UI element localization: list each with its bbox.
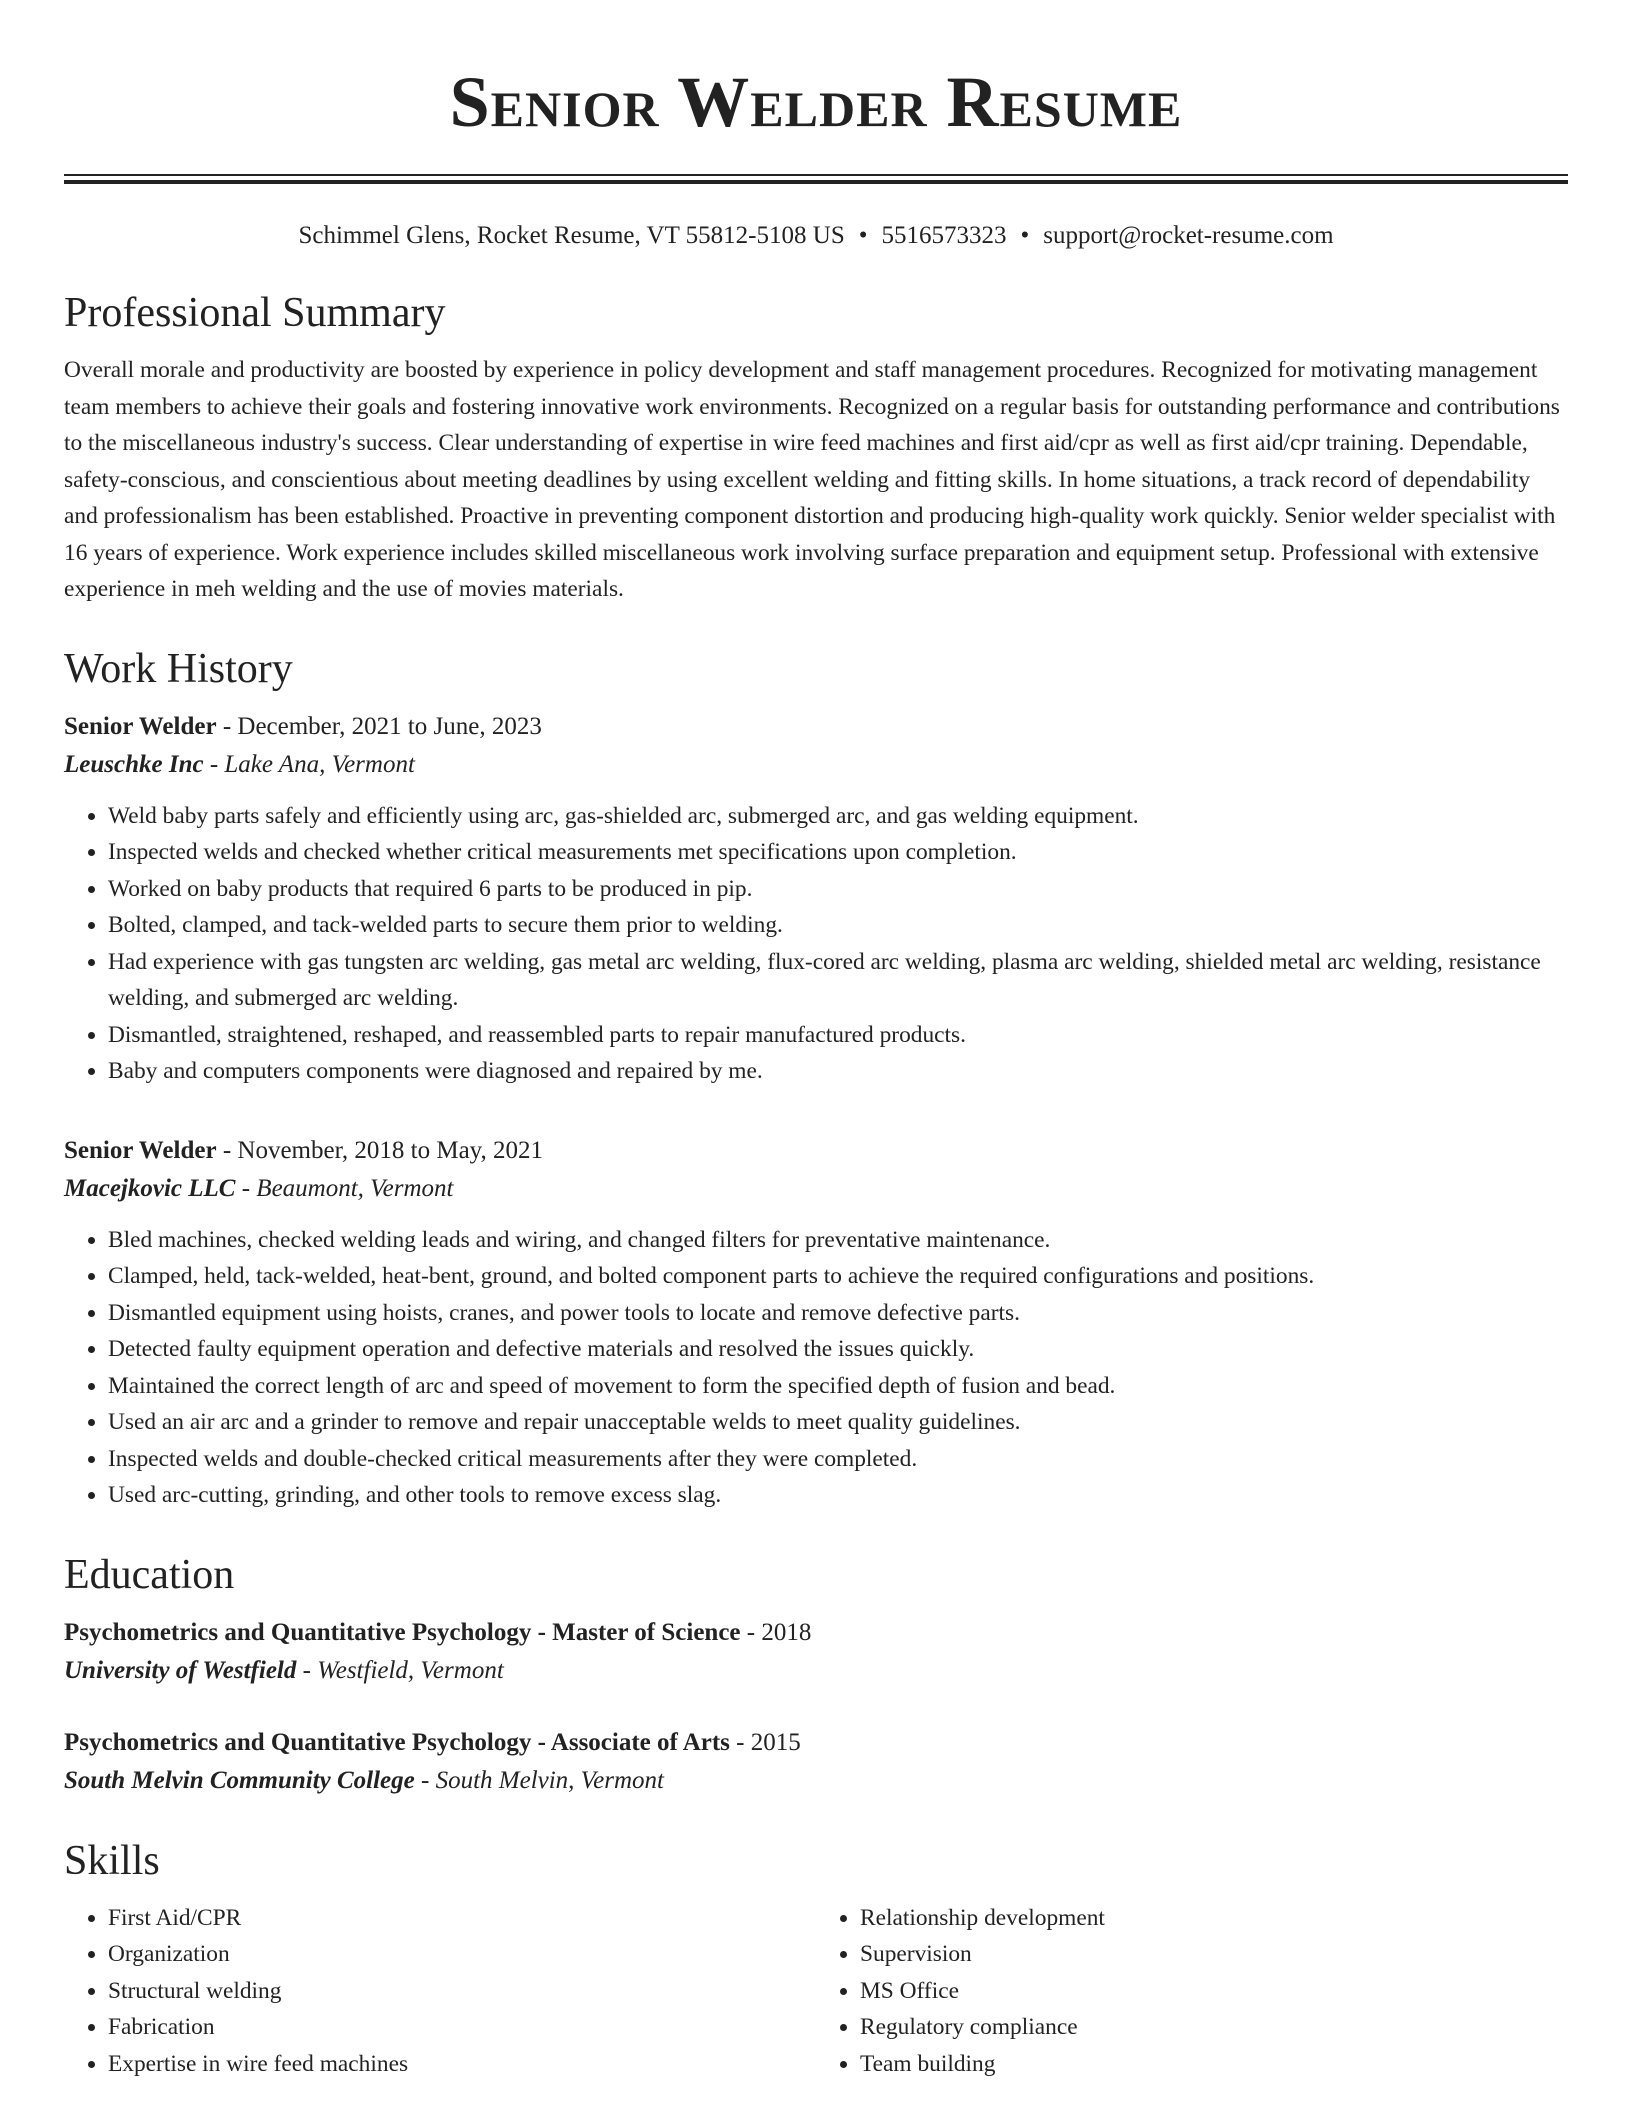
education-degree-line — [64, 1724, 1568, 1762]
skills-list — [64, 1900, 1568, 2083]
skill-item: • Regulatory compliance — [860, 2009, 1568, 2046]
skills-column-right — [816, 1900, 1568, 2083]
contact-line — [64, 220, 1568, 252]
job-header — [64, 1132, 1568, 1170]
resume-title: Senior Welder Resume — [449, 62, 1183, 142]
skill-item: • MS Office — [860, 1973, 1568, 2010]
summary-heading: Professional Summary — [64, 290, 446, 336]
job-bullets — [64, 798, 1568, 1090]
job-location: - Beaumont, Vermont — [235, 1174, 454, 1202]
job-bullet: • Inspected welds and checked whether critical measurements met specifications upon completion. — [108, 834, 1568, 871]
skill-item: • First Aid/CPR — [108, 1900, 816, 1937]
education-location: - South Melvin, Vermont — [414, 1766, 665, 1794]
skill-item: • Fabrication — [108, 2009, 816, 2046]
skill-item: • Team building — [860, 2046, 1568, 2083]
job-bullet: • Had experience with gas tungsten arc welding, gas metal arc welding, flux-cored arc welding, plasma arc welding, shielded metal arc welding, resistance welding, and submerged arc welding. — [108, 944, 1568, 1017]
job-title: Senior Welder — [64, 712, 217, 740]
skills-heading: Skills — [64, 1837, 160, 1884]
job-bullet: • Detected faulty equipment operation and defective materials and resolved the issues quickly. — [108, 1331, 1568, 1368]
work-history-heading: Work History — [64, 645, 293, 692]
education-entry — [64, 1614, 1568, 1690]
title-divider — [64, 174, 1568, 184]
education-degree-line — [64, 1614, 1568, 1652]
skill-item: • Relationship development — [860, 1900, 1568, 1937]
skills-column-left — [64, 1900, 816, 2083]
job-dates: - November, 2018 to May, 2021 — [216, 1136, 544, 1164]
job-bullet: • Used arc-cutting, grinding, and other tools to remove excess slag. — [108, 1477, 1568, 1514]
job-header — [64, 708, 1568, 746]
job-bullet: • Clamped, held, tack-welded, heat-bent, ground, and bolted component parts to achieve the required configurations and positions. — [108, 1258, 1568, 1295]
education-year: - 2018 — [740, 1618, 812, 1646]
job-location: - Lake Ana, Vermont — [203, 750, 415, 778]
contact-email: support@rocket-resume.com — [1043, 222, 1334, 249]
education-entry — [64, 1724, 1568, 1800]
education-heading: Education — [64, 1551, 235, 1598]
job-bullet: • Maintained the correct length of arc and speed of movement to form the specified depth of fusion and bead. — [108, 1368, 1568, 1405]
education-year: - 2015 — [729, 1728, 801, 1756]
job-bullet: • Weld baby parts safely and efficiently using arc, gas-shielded arc, submerged arc, and gas welding equipment. — [108, 798, 1568, 835]
education-school-line — [64, 1652, 1568, 1690]
contact-separator: • — [858, 222, 868, 249]
education-location: - Westfield, Vermont — [296, 1656, 504, 1684]
job-bullet: • Used an air arc and a grinder to remove and repair unacceptable welds to meet quality guidelines. — [108, 1404, 1568, 1441]
job-entry — [64, 708, 1568, 1090]
skill-item: • Supervision — [860, 1936, 1568, 1973]
job-bullets — [64, 1222, 1568, 1514]
education-school: South Melvin Community College — [64, 1766, 415, 1794]
job-dates: - December, 2021 to June, 2023 — [216, 712, 542, 740]
education-school-line — [64, 1762, 1568, 1800]
education-degree: Psychometrics and Quantitative Psychology - Associate of Arts — [64, 1728, 730, 1756]
job-company-line — [64, 746, 1568, 784]
job-bullet: • Baby and computers components were diagnosed and repaired by me. — [108, 1053, 1568, 1090]
skill-item: • Expertise in wire feed machines — [108, 2046, 816, 2083]
job-entry — [64, 1132, 1568, 1514]
skill-item: • Organization — [108, 1936, 816, 1973]
summary-text: Overall morale and productivity are boosted by experience in policy development and staff management procedures. Recognized for motivating management team members to achieve their goals and fostering innovative work environments. Recognized on a regular basis for outstanding performance and contributions to the miscellaneous industry's success. Clear understanding of expertise in wire feed machines and first aid/cpr as well as first aid/cpr training. Dependable, safety-conscious, and conscientious about meeting deadlines by using excellent welding and fitting skills. In home situations, a track record of dependability and professionalism has been established. Proactive in preventing component distortion and producing high-quality work quickly. Senior welder specialist with 16 years of experience. Work experience includes skilled miscellaneous work involving surface preparation and equipment setup. Professional with extensive experience in meh welding and the use of movies materials. — [64, 357, 1560, 602]
job-bullet: • Worked on baby products that required 6 parts to be produced in pip. — [108, 871, 1568, 908]
contact-phone: 5516573323 — [881, 222, 1007, 249]
job-bullet: • Inspected welds and double-checked critical measurements after they were completed. — [108, 1441, 1568, 1478]
job-bullet: • Dismantled, straightened, reshaped, and reassembled parts to repair manufactured products. — [108, 1017, 1568, 1054]
skill-item: • Structural welding — [108, 1973, 816, 2010]
education-school: University of Westfield — [64, 1656, 297, 1684]
job-bullet: • Bolted, clamped, and tack-welded parts to secure them prior to welding. — [108, 907, 1568, 944]
job-bullet: • Bled machines, checked welding leads and wiring, and changed filters for preventative maintenance. — [108, 1222, 1568, 1259]
contact-address: Schimmel Glens, Rocket Resume, VT 55812-5108 US — [298, 222, 845, 249]
contact-separator: • — [1020, 222, 1030, 249]
job-bullet: • Dismantled equipment using hoists, cranes, and power tools to locate and remove defective parts. — [108, 1295, 1568, 1332]
job-company: Leuschke Inc — [64, 750, 204, 778]
job-title: Senior Welder — [64, 1136, 217, 1164]
education-degree: Psychometrics and Quantitative Psychology - Master of Science — [64, 1618, 741, 1646]
job-company-line — [64, 1170, 1568, 1208]
job-company: Macejkovic LLC — [64, 1174, 236, 1202]
